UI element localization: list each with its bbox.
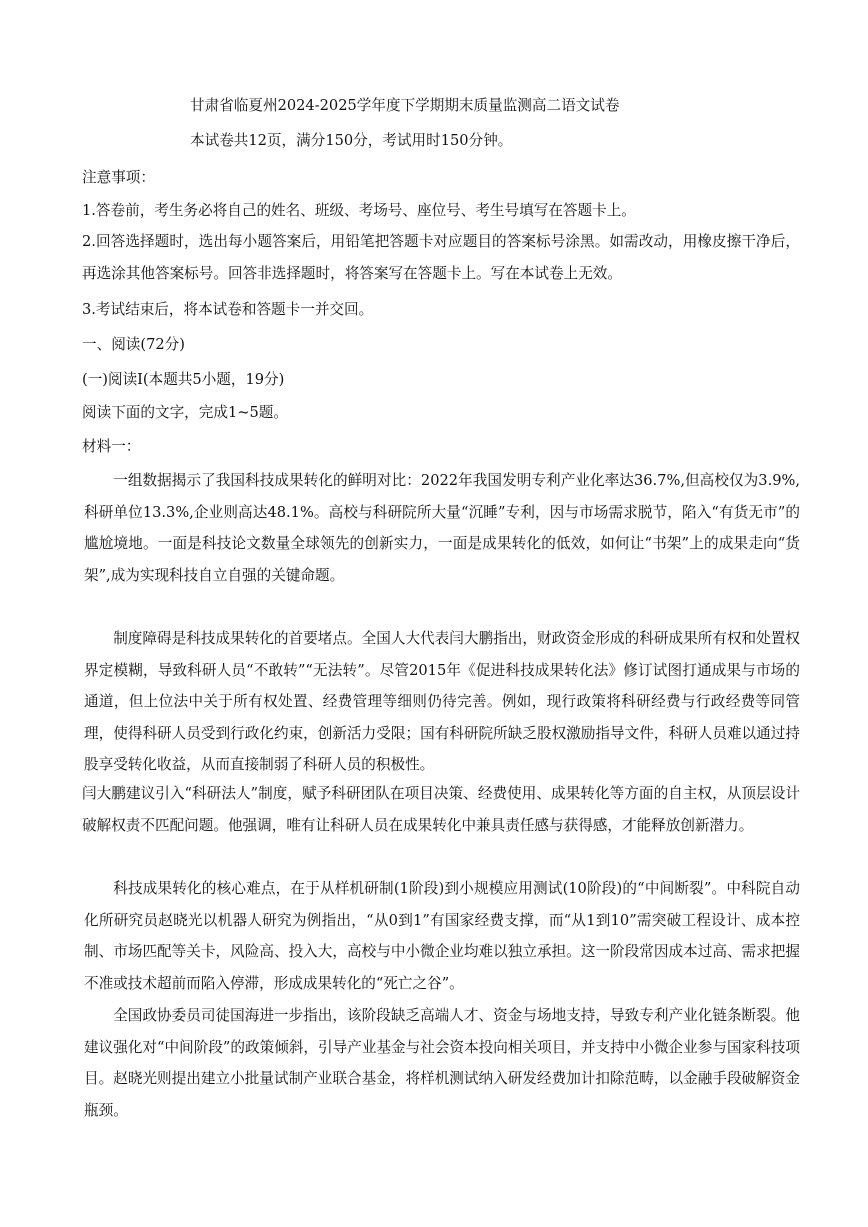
exam-title: 甘肃省临夏州2024-2025学年度下学期期末质量监测高二语文试卷 xyxy=(190,97,620,114)
note-item-3: 3.考试结束后，将本试卷和答题卡一并交回。 xyxy=(82,301,374,318)
notes-heading: 注意事项： xyxy=(82,169,155,186)
exam-info: 本试卷共12页，满分150分，考试用时150分钟。 xyxy=(190,132,513,149)
section-subheading: (一)阅读I(本题共5小题，19分) xyxy=(82,371,285,388)
paragraph-5: 全国政协委员司徒国海进一步指出，该阶段缺乏高端人才、资金与场地支持，导致专利产业化链条断裂。他建议强化对“中间阶段”的政策倾斜，引导产业基金与社会资本投向相关项目，并支持中小微企业参与国家科技项目。赵晓光则提出建立小批量试制产业联合基金，将样机测试纳入研发经费加计扣除范畴，以金融手段破解资金瓶颈。 xyxy=(84,1007,800,1119)
section-instruction: 阅读下面的文字，完成1~5题。 xyxy=(82,404,288,421)
note-item-2: 2.回答选择题时，选出每小题答案后，用铅笔把答题卡对应题目的答案标号涂黑。如需改动，用橡皮擦干净后，再选涂其他答案标号。回答非选择题时，将答案写在答题卡上。写在本试卷上无效。 xyxy=(82,233,800,282)
section-heading: 一、阅读(72分) xyxy=(82,336,185,353)
paragraph-1: 一组数据揭示了我国科技成果转化的鲜明对比：2022年我国发明专利产业化率达36.7%,但高校仅为3.9%,科研单位13.3%,企业则高达48.1%。高校与科研院所大量“沉睡”专利，因与市场需求脱节，陷入“有货无市”的尴尬境地。一面是科技论文数量全球领先的创新实力，一面是成果转化的低效，如何让“书架”上的成果走向“货架”,成为实现科技自立自强的关键命题。 xyxy=(84,472,800,584)
note-item-1: 1.答卷前，考生务必将自己的姓名、班级、考场号、座位号、考生号填写在答题卡上。 xyxy=(82,202,636,219)
paragraph-2: 制度障碍是科技成果转化的首要堵点。全国人大代表闫大鹏指出，财政资金形成的科研成果所有权和处置权界定模糊，导致科研人员“不敢转”“无法转”。尽管2015年《促进科技成果转化法》修订试图打通成果与市场的通道，但上位法中关于所有权处置、经费管理等细则仍待完善。例如，现行政策将科研经费与行政经费等同管理，使得科研人员受到行政化约束，创新活力受限；国有科研院所缺乏股权激励指导文件，科研人员难以通过持股享受转化收益，从而直接制弱了科研人员的积极性。 xyxy=(84,630,800,773)
material-label: 材料一： xyxy=(82,438,141,455)
paragraph-3: 闫大鹏建议引入“科研法人”制度，赋予科研团队在项目决策、经费使用、成果转化等方面的自主权，从顶层设计破解权责不匹配问题。他强调，唯有让科研人员在成果转化中兼具责任感与获得感，才能释放创新潜力。 xyxy=(82,785,800,834)
paragraph-4: 科技成果转化的核心难点，在于从样机研制(1阶段)到小规模应用测试(10阶段)的“中间断裂”。中科院自动化所研究员赵晓光以机器人研究为例指出，“从0到1”有国家经费支撑，而“从1到10”需突破工程设计、成本控制、市场匹配等关卡，风险高、投入大，高校与中小微企业均难以独立承担。这一阶段常因成本过高、需求把握不准或技术超前而陷入停滞，形成成果转化的“死亡之谷”。 xyxy=(84,880,800,992)
